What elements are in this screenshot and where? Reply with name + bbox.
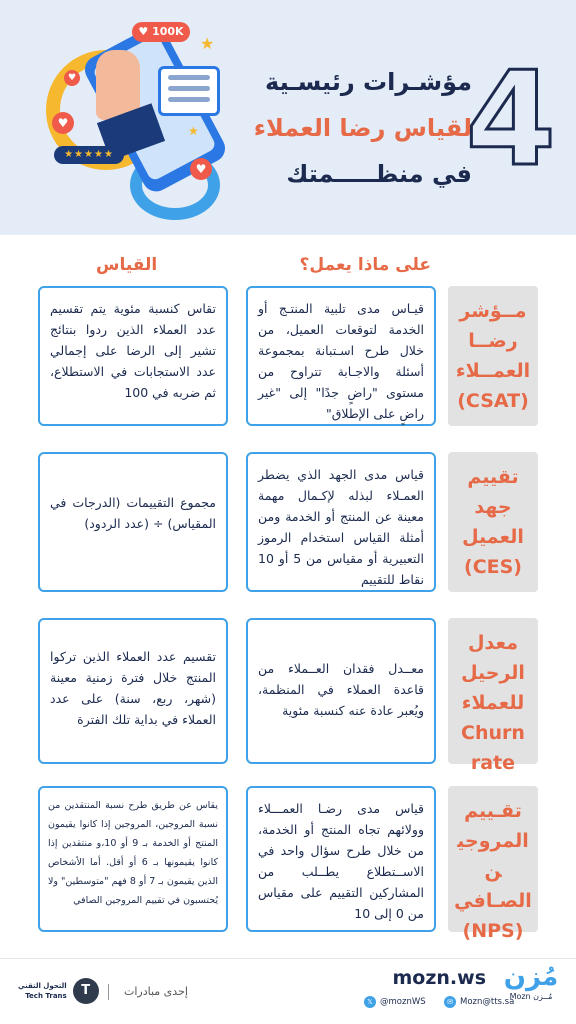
title-number: 4	[465, 43, 556, 195]
metric-definition-churn: معــدل فقدان العــملاء من قاعدة العملاء في المنظمة، ويُعبر عادة عنه كنسبة مئوية	[246, 618, 436, 764]
footer-separator	[108, 984, 109, 1000]
feedback-illustration	[40, 20, 230, 220]
tech-trans-name	[18, 981, 67, 1001]
likes-count: 100K	[152, 25, 184, 38]
heart-icon: ♥	[64, 70, 80, 86]
initiative-label: إحدى مبادرات	[124, 985, 188, 998]
rating-stars-icon: ★★★★★	[54, 146, 124, 164]
metric-label-csat: مــؤشر رضــا العمــلاء (CSAT)	[448, 286, 538, 426]
metric-definition-csat: قيـاس مدى تلبية المنتـج أو الخدمة لتوقعات العميل، من خلال طرح اسـتبانة بمجموعة أسئلة والاجـابة تتراوح من مستوى "راضٍ جدًا" إلى "غير راضٍ على الإطلاق"	[246, 286, 436, 426]
title-line-1: مؤشـرات رئيسـية	[265, 68, 472, 96]
footer-divider	[0, 958, 576, 959]
metric-measure-ces: مجموع التقييمات (الدرجات في المقياس) ÷ (عدد الردود)	[38, 452, 228, 592]
title-line-2: لقياس رضا العملاء	[253, 114, 472, 142]
metric-definition-ces: قياس مدى الجهد الذي يضطر العمـلاء لبذله لإكـمال مهمة معينة عن المنتج أو الخدمة ومن أمثلة القياس استخدام الرموز التعبيرية أو مقياس من 5 أو 10 نقاط للتقييم	[246, 452, 436, 592]
tech-trans-icon: T	[73, 978, 99, 1004]
metric-measure-csat: تقاس كنسبة مئوية يتم تقسيم عدد العملاء الذين ردوا بنتائج تشير إلى الرضا على إجمالي عدد الاستجابات في الاستطلاع، ثم ضربه في 100	[38, 286, 228, 426]
metric-label-ces: تقييم جهد العميل (CES)	[448, 452, 538, 592]
star-icon: ★	[188, 124, 199, 138]
tech-trans-logo	[18, 978, 99, 1004]
metric-definition-nps: قياس مدى رضـا العمـــلاء وولائهم تجاه المنتج أو الخدمة، من خلال طرح سؤال واحد في الاســتطلاع يطــلب من المشاركين التقييم على مقياس من 0 إلى 10	[246, 786, 436, 932]
metric-label-nps: تقـييم المروجين الصـافي (NPS)	[448, 786, 538, 932]
email-contact[interactable]	[444, 996, 514, 1008]
tech-trans-name-en: Tech Trans	[25, 992, 67, 1000]
mozn-logo-subtitle: Mozn مُــزن	[509, 992, 553, 1001]
twitter-handle-text: @moznWS	[380, 997, 426, 1007]
chat-bubble-icon	[158, 66, 220, 116]
title-block	[236, 43, 556, 198]
email-icon: ✉	[444, 996, 456, 1008]
metric-measure-churn: تقسيم عدد العملاء الذين تركوا المنتج خلال فترة زمنية معينة (شهر، ربع، سنة) على عدد العملاء في بداية تلك الفترة	[38, 618, 228, 764]
heart-icon: ♥	[52, 112, 74, 134]
metric-label-churn: معدل الرحيل للعملاء Churn rate	[448, 618, 538, 764]
twitter-handle[interactable]	[364, 996, 426, 1008]
email-text: Mozn@tts.sa	[460, 997, 515, 1007]
star-icon: ★	[200, 34, 215, 53]
brand-website-link[interactable]: mozn.ws	[392, 967, 486, 989]
mozn-logo-mark: مُزن	[503, 962, 559, 992]
column-header-measure: القياس	[96, 255, 158, 275]
likes-badge: ♥ 100K	[132, 22, 190, 42]
header-banner	[0, 0, 576, 235]
heart-icon: ♥	[190, 158, 212, 180]
tech-trans-name-ar: التحول التقني	[18, 982, 67, 990]
column-header-work: على ماذا يعمل؟	[299, 255, 431, 275]
metric-measure-nps: يقاس عن طريق طرح نسبة المنتقدين من نسبة المروجين، المروجين إذا كانوا يقيمون المنتج أو الخدمة بـ 9 أو 10،و منتقدين إذا كانوا يقيمونها بـ 6 أو أقل. أما الأشخاص الذين يقيمون بـ 7 أو 8 فهم "متوسطين" ولا يُحتسبون في تقييم المروجين الصافي	[38, 786, 228, 932]
twitter-icon: 𝕏	[364, 996, 376, 1008]
title-line-3: في منظـــــمتك	[286, 160, 472, 188]
